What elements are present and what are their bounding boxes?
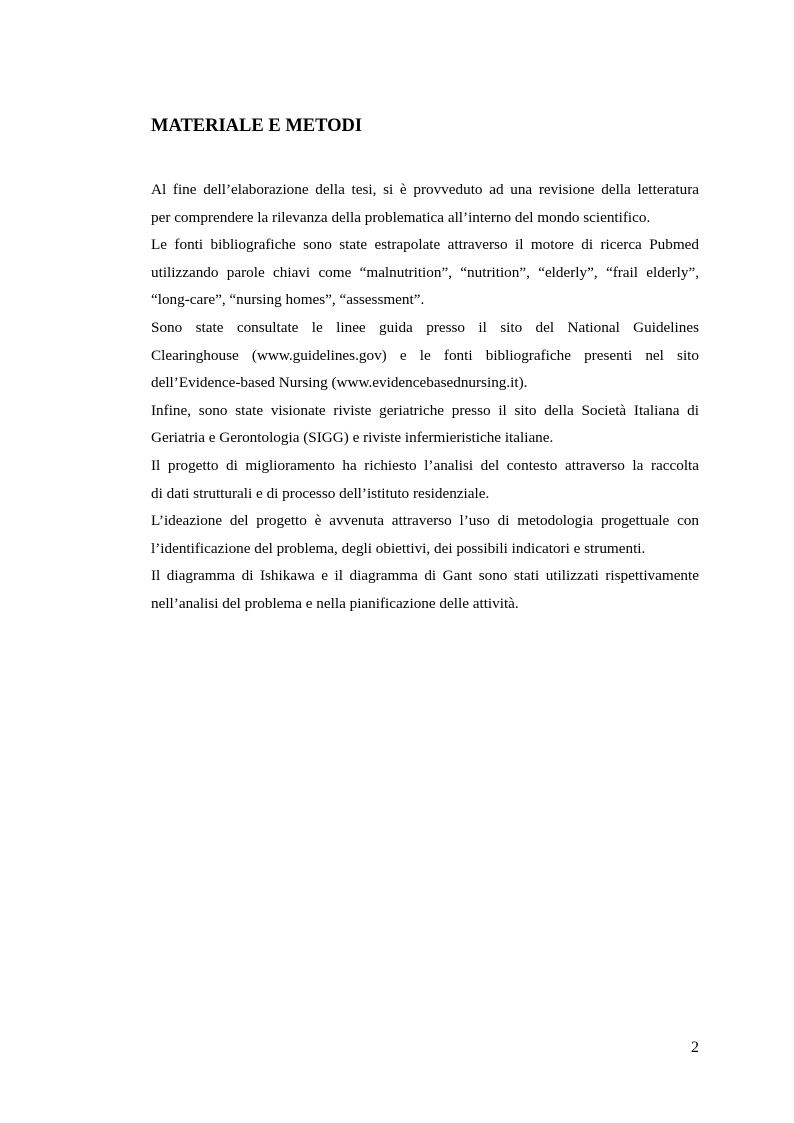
text-line: Geriatria e Gerontologia (SIGG) e riviste infermieristiche italiane. [151, 429, 554, 447]
page-number: 2 [691, 1039, 699, 1056]
text-line: Il diagramma di Ishikawa e il diagramma di Gant sono stati utilizzati rispettivamente [151, 567, 699, 585]
paragraph-6 [151, 507, 699, 562]
paragraph-3 [151, 314, 699, 397]
text-line: Sono state consultate le linee guida presso il sito del National Guidelines [151, 318, 699, 336]
text-line: Le fonti bibliografiche sono state estrapolate attraverso il motore di ricerca Pubmed [151, 236, 699, 254]
section-title: MATERIALE E METODI [151, 116, 363, 136]
text-line: di dati strutturali e di processo dell’istituto residenziale. [151, 484, 490, 502]
paragraph-2 [151, 231, 699, 314]
text-line: “long-care”, “nursing homes”, “assessment”. [151, 291, 425, 309]
text-line: Il progetto di miglioramento ha richiesto l’analisi del contesto attraverso la raccolta [151, 456, 699, 474]
body-text [151, 176, 699, 618]
text-line: dell’Evidence-based Nursing (www.evidencebasednursing.it). [151, 374, 528, 392]
text-line: utilizzando parole chiavi come “malnutrition”, “nutrition”, “elderly”, “frail elderly”, [151, 263, 699, 281]
paragraph-4 [151, 397, 699, 452]
paragraph-1 [151, 176, 699, 231]
paragraph-7 [151, 562, 699, 617]
text-line: l’identificazione del problema, degli obiettivi, dei possibili indicatori e strumenti. [151, 539, 646, 557]
text-line: per comprendere la rilevanza della problematica all’interno del mondo scientifico. [151, 208, 651, 226]
text-line: Infine, sono state visionate riviste geriatriche presso il sito della Società Italiana di [151, 401, 699, 419]
paragraph-5 [151, 452, 699, 507]
text-line: Al fine dell’elaborazione della tesi, si è provveduto ad una revisione della letteratura [151, 181, 699, 198]
text-line: nell’analisi del problema e nella pianificazione delle attività. [151, 594, 519, 612]
text-line: L’ideazione del progetto è avvenuta attraverso l’uso di metodologia progettuale con [151, 512, 699, 530]
text-line: Clearinghouse (www.guidelines.gov) e le fonti bibliografiche presenti nel sito [151, 346, 699, 364]
